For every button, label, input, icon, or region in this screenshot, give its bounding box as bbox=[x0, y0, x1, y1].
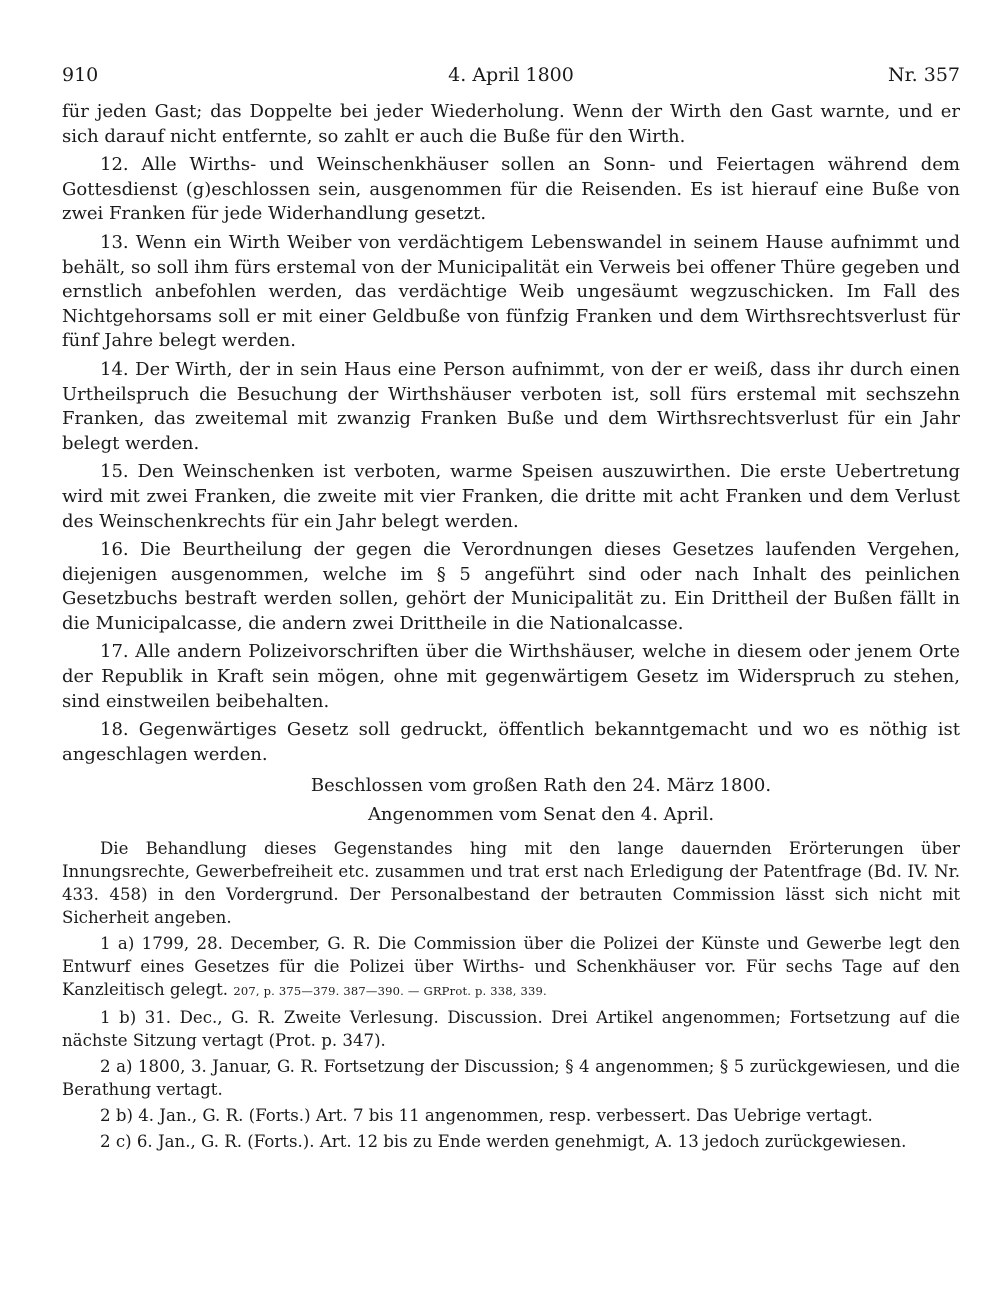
note-1b: 1 b) 31. Dec., G. R. Zweite Verlesung. Discussion. Drei Artikel angenommen; Fortsetzung auf die nächste Sitzung vertagt (Prot. p. 347). bbox=[62, 1008, 960, 1051]
paragraph-12: 12. Alle Wirths- und Weinschenkhäuser sollen an Sonn- und Feiertagen während dem Gottesdienst (g)eschlossen sein, ausgenommen für die Reisenden. Es ist hierauf eine Buße von zwei Franken für jede Widerhandlung gesetzt. bbox=[62, 154, 960, 225]
note-1a-text: 1 a) 1799, 28. December, G. R. Die Commission über die Polizei der Künste und Gewerbe legt den Entwurf eines Gesetzes für die Polizei über Wirths- und Schenkhäuser vor. Für sechs Tage auf den Kanzleitisch gelegt. bbox=[62, 934, 960, 1000]
note-intro: Die Behandlung dieses Gegenstandes hing mit den lange dauernden Erörterungen über Innungsrechte, Gewerbefreiheit etc. zusammen und trat erst nach Erledigung der Patentfrage (Bd. IV. Nr. 433. 458) in den Vordergrund. Der Personalbestand der betrauten Commission lässt sich nicht mit Sicherheit angeben. bbox=[62, 839, 960, 928]
document-number: Nr. 357 bbox=[888, 64, 960, 86]
paragraph-continuation: für jeden Gast; das Doppelte bei jeder Wiederholung. Wenn der Wirth den Gast warnte, und er sich darauf nicht entfernte, so zahlt er auch die Buße für den Wirth. bbox=[62, 101, 960, 147]
note-1a-reference: 207, p. 375—379. 387—390. — GRProt. p. 338, 339. bbox=[233, 984, 547, 999]
paragraph-16: 16. Die Beurtheilung der gegen die Verordnungen dieses Gesetzes laufenden Vergehen, diejenigen ausgenommen, welche im § 5 angeführt sind oder nach Inhalt des peinlichen Gesetzbuchs bestraft werden sollen, gehört der Municipalität zu. Ein Drittheil der Bußen fällt in die Municipalcasse, die andern zwei Drittheile in die Nationalcasse. bbox=[62, 539, 960, 634]
document-body bbox=[62, 100, 960, 1156]
note-2b: 2 b) 4. Jan., G. R. (Forts.) Art. 7 bis 11 angenommen, resp. verbessert. Das Uebrige vertagt. bbox=[100, 1106, 873, 1126]
note-2c: 2 c) 6. Jan., G. R. (Forts.). Art. 12 bis zu Ende werden genehmigt, A. 13 jedoch zurückgewiesen. bbox=[100, 1132, 907, 1152]
resolution-great-council: Beschlossen vom großen Rath den 24. März 1800. bbox=[310, 775, 772, 797]
paragraph-17: 17. Alle andern Polizeivorschriften über die Wirthshäuser, welche in diesem oder jenem Orte der Republik in Kraft sein mögen, ohne mit gegenwärtigem Gesetz im Widerspruch zu stehen, sind einstweilen beibehalten. bbox=[62, 641, 960, 712]
page-number: 910 bbox=[62, 64, 99, 86]
paragraph-18: 18. Gegenwärtiges Gesetz soll gedruckt, öffentlich bekanntgemacht und wo es nöthig ist angeschlagen werden. bbox=[62, 719, 960, 765]
editorial-notes bbox=[62, 837, 960, 1153]
paragraph-15: 15. Den Weinschenken ist verboten, warme Speisen auszuwirthen. Die erste Uebertretung wird mit zwei Franken, die zweite mit vier Franken, die dritte mit acht Franken und dem Verlust des Weinschenkrechts für ein Jahr belegt werden. bbox=[62, 461, 960, 532]
running-header bbox=[62, 64, 960, 94]
paragraph-14: 14. Der Wirth, der in sein Haus eine Person aufnimmt, von der er weiß, dass ihr durch einen Urtheilspruch die Besuchung der Wirthshäuser verboten ist, soll fürs erstemal mit sechszehn Franken, das zweitemal mit zwanzig Franken Buße und dem Wirthsrechtsverlust für ein Jahr belegt werden. bbox=[62, 358, 960, 454]
note-1a bbox=[62, 932, 960, 1003]
paragraph-13: 13. Wenn ein Wirth Weiber von verdächtigem Lebenswandel in seinem Hause aufnimmt und behält, so soll ihm fürs erstemal von der Municipalität ein Verweis bei offener Thüre gegeben und ernstlich anbefohlen werden, das verdächtige Weib ungesäumt wegzuschicken. Im Fall des Nichtgehorsams soll er mit einer Geldbuße von fünfzig Franken und dem Wirthsrechtsverlust für fünf Jahre belegt werden. bbox=[62, 231, 960, 352]
note-2a: 2 a) 1800, 3. Januar, G. R. Fortsetzung der Discussion; § 4 angenommen; § 5 zurückgewiesen, und die Berathung vertagt. bbox=[62, 1057, 960, 1100]
header-date: 4. April 1800 bbox=[448, 64, 574, 86]
resolution-senate: Angenommen vom Senat den 4. April. bbox=[367, 804, 715, 826]
